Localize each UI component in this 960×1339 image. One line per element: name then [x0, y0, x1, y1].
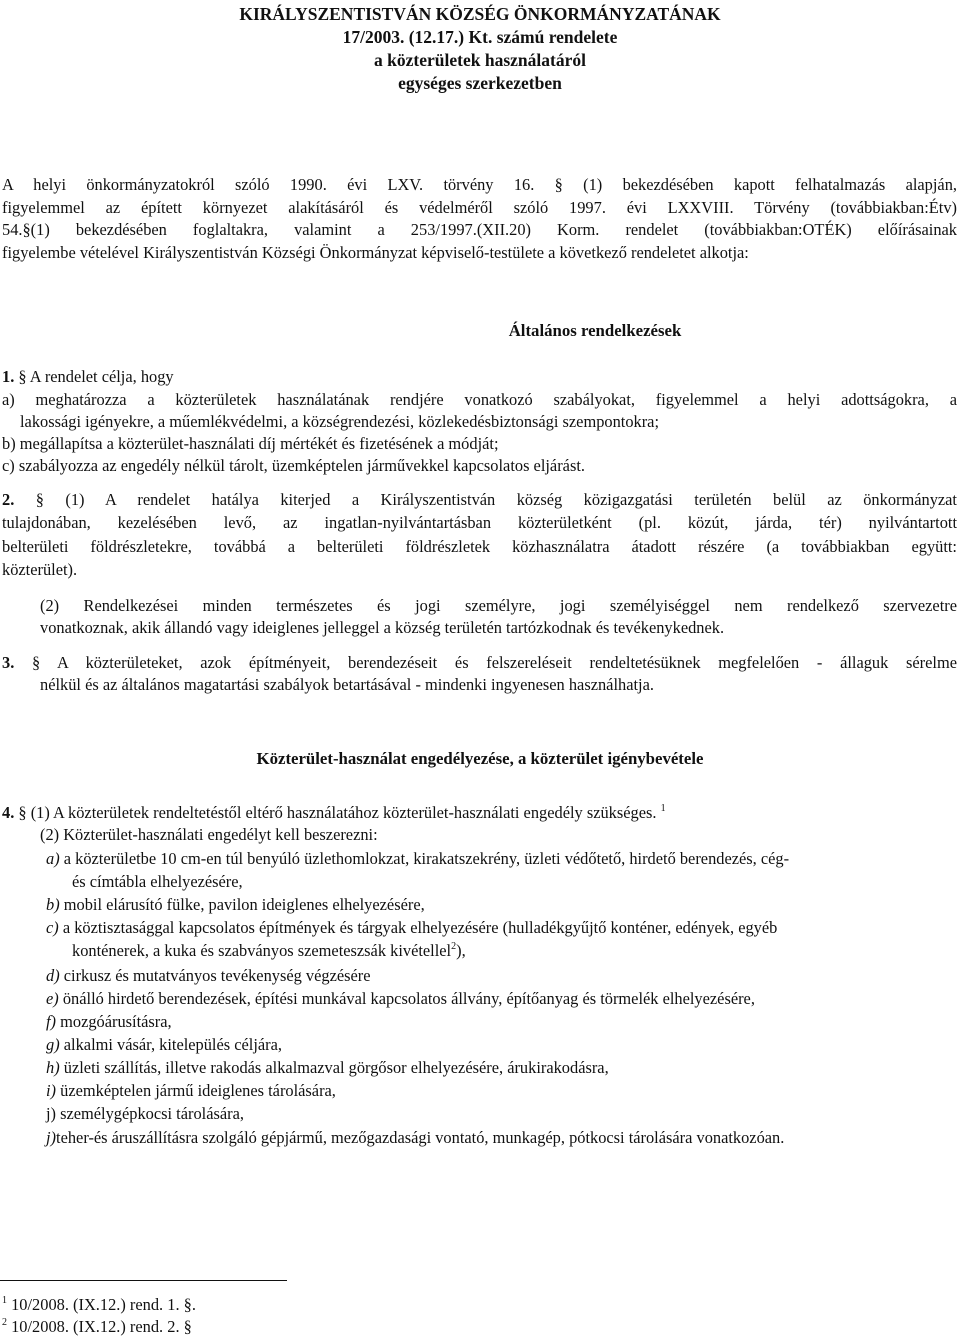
list-item-a-cont: és címtábla elhelyezésére, [72, 872, 243, 891]
footnote-number: 2 [2, 1316, 7, 1328]
preamble-line-2: figyelemmel az épített környezet alakításáról és védelméről szóló 1997. évi LXXVIII. Törvény (továbbiakban:Étv) [2, 198, 957, 217]
item-c: c) szabályozza az engedély nélkül tárolt, üzemképtelen járművekkel kapcsolatos eljárást. [2, 456, 585, 475]
title-line-2: 17/2003. (12.17.) Kt. számú rendelete [342, 27, 618, 47]
paragraph-text: § A rendelet célja, hogy [18, 367, 174, 386]
footnote-number: 1 [2, 1294, 7, 1306]
footnote-ref-2[interactable]: 2 [451, 940, 457, 952]
paragraph-number: 4. [2, 803, 15, 822]
paragraph-number: 1. [2, 367, 15, 386]
list-item-f: f) mozgóárusításra, [46, 1012, 172, 1031]
paragraph-2-line-2: tulajdonában, kezelésében levő, az ingatlan-nyilvántartásban közterületként (pl. közút, járda, tér) nyilvántartott [2, 513, 957, 532]
footnote-2: $^2$ 10/2008. (IX.12.) rend. 2. § [2, 1316, 192, 1336]
paragraph-number: 2. [2, 490, 15, 509]
list-item-d: d) cirkusz és mutatványos tevékenység végzésére [46, 966, 371, 985]
paragraph-3-line-1: 3. § A közterületeket, azok építményeit, berendezéseit és felszereléseit rendeltetésüknek megfelelően - állaguk sérelme [2, 653, 957, 672]
list-item-b: b) mobil elárusító fülke, pavilon ideiglenes elhelyezésére, [46, 895, 425, 914]
list-item-g: g) alkalmi vásár, kitelepülés céljára, [46, 1035, 283, 1054]
title-line-1: KIRÁLYSZENTISTVÁN KÖZSÉG ÖNKORMÁNYZATÁNAK [239, 4, 721, 24]
paragraph-4-2: (2) Közterület-használati engedélyt kell beszerezni: [40, 825, 378, 844]
list-item-e: e) önálló hirdető berendezések, építési munkával kapcsolatos állvány, építőanyag és törmelék elhelyezésére, [46, 989, 755, 1008]
section-heading-permits: Közterület-használat engedélyezése, a közterület igénybevétele [256, 749, 704, 768]
list-item-h: h) üzleti szállítás, illetve rakodás alkalmazval görgősor elhelyezésére, árukirakodásra, [46, 1058, 609, 1077]
title-line-4: egységes szerkezetben [398, 73, 562, 93]
list-item-a: a) a közterületbe 10 cm-en túl benyúló üzlethomlokzat, kirakatszekrény, üzleti védőtető, hirdető berendezés, cég- [46, 849, 790, 868]
paragraph-number: 3. [2, 653, 15, 672]
paragraph-3-line-2: nélkül és az általános magatartási szabályok betartásával - mindenki ingyenesen használhatja. [40, 675, 654, 694]
paragraph-2-line-1: 2. § (1) A rendelet hatálya kiterjed a Királyszentistván község közigazgatási területén belül az önkormányzat [2, 490, 957, 509]
paragraph-2-line-3: belterületi földrészletekre, továbbá a belterületi földrészletek közhasználatra átadott részére (a továbbiakban együtt: [2, 537, 957, 556]
paragraph-4: 4. § (1) A közterületek rendeltetéstől eltérő használatához közterület-használati engedély szükséges. $^1$ [2, 802, 666, 822]
list-item-j: j) személygépkocsi tárolására, [46, 1104, 244, 1123]
footnote-1: $^1$ 10/2008. (IX.12.) rend. 1. §. [2, 1294, 196, 1314]
paragraph-2-2-line-1: (2) Rendelkezései minden természetes és jogi személyre, jogi személyiséggel nem rendelkező szervezetre [40, 596, 957, 615]
title-line-3: a közterületek használatáról [374, 50, 586, 70]
list-item-c: c) a köztisztasággal kapcsolatos építmények és tárgyak elhelyezésére (hulladékgyűjtő konténer, edények, egyéb [46, 918, 778, 937]
paragraph-2-line-4: közterület). [2, 560, 78, 579]
paragraph-2-2-line-2: vonatkoznak, akik állandó vagy ideiglenes jelleggel a község területén tartózkodnak és tevékenykednek. [40, 618, 725, 637]
footnote-ref-1[interactable]: 1 [660, 802, 666, 814]
list-item-i: i) üzemképtelen jármű ideiglenes tárolására, [46, 1081, 336, 1100]
item-a-line-1: a) meghatározza a közterületek használatának rendjére vonatkozó szabályokat, figyelemmel a helyi adottságokra, a [2, 390, 957, 409]
item-b: b) megállapítsa a közterület-használati díj mértékét és fizetésének a módját; [2, 434, 499, 453]
paragraph-1 [2, 366, 174, 389]
section-heading-general: Általános rendelkezések [508, 321, 682, 340]
item-a-line-2: lakossági igényekre, a műemlékvédelmi, a községrendezési, közlekedésbiztonsági szempontokra; [20, 412, 660, 431]
footnote-separator [0, 1280, 287, 1281]
preamble-line-4: figyelembe vételével Királyszentistván Községi Önkormányzat képviselő-testülete a következő rendeletet alkotja: [2, 243, 749, 262]
list-item-c-cont: konténerek, a kuka és szabványos szemeteszsák kivétellel$^2$), [72, 940, 466, 960]
preamble-line-1: A helyi önkormányzatokról szóló 1990. évi LXV. törvény 16. § (1) bekezdésében kapott felhatalmazás alapján, [2, 175, 957, 194]
list-item-j2: j)teher-és áruszállításra szolgáló gépjármű, mezőgazdasági vontató, munkagép, pótkocsi tárolására vonatkozóan. [46, 1128, 785, 1147]
preamble-line-3: 54.§(1) bekezdésében foglaltakra, valamint a 253/1997.(XII.20) Korm. rendelet (továbbiakban:OTÉK) előírásainak [2, 220, 957, 239]
